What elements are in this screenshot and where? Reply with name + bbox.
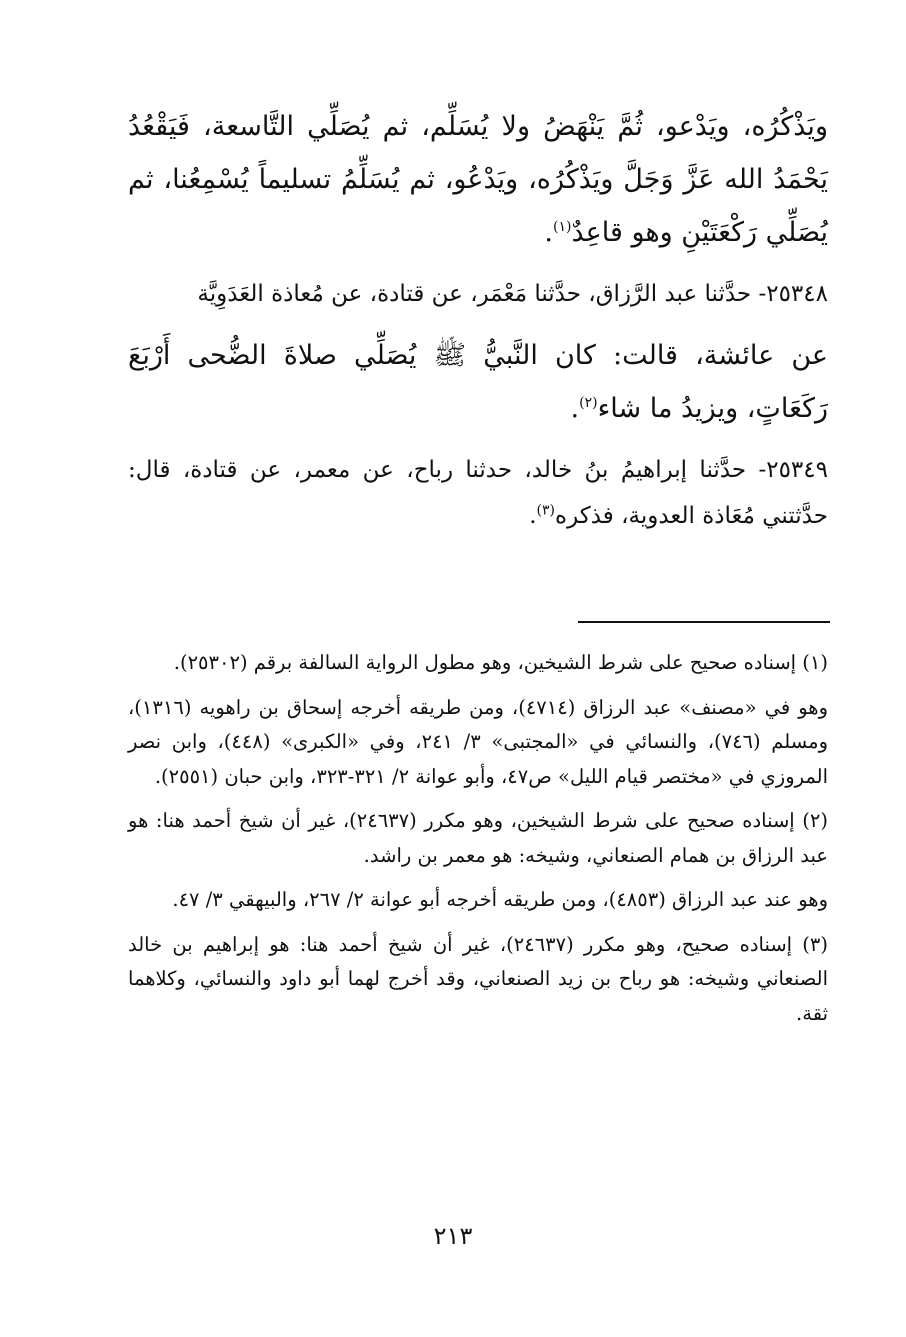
- footnote-3: (٣) إسناده صحيح، وهو مكرر (٢٤٦٣٧)، غير أن شيخ أحمد هنا: هو إبراهيم بن خالد الصنعاني وشيخه: هو رباح بن زيد الصنعاني، وقد أخرج لهما أبو داود والنسائي، وكلاهما ثقة.: [128, 932, 828, 1025]
- intro-period: .: [544, 217, 553, 248]
- footnote-ref-2: (٢): [579, 395, 598, 411]
- footnote-1-continued: وهو في «مصنف» عبد الرزاق (٤٧١٤)، ومن طريقه أخرجه إسحاق بن راهويه (١٣١٦)، ومسلم (٧٤٦)، والنسائي في «المجتبى» ٣/ ٢٤١، وفي «الكبرى» (٤٤٨)، وابن نصر المروزي في «مختصر قيام الليل» ص٤٧، وأبو عوانة ٢/ ٣٢١-٣٢٣، وابن حبان (٢٥٥١).: [128, 695, 828, 788]
- intro-text: ويَذْكُرُه، ويَدْعو، ثُمَّ يَنْهَضُ ولا يُسَلِّم، ثم يُصَلِّي التَّاسعة، فَيَقْعُدُ يَحْمَدُ الله عَزَّ وَجَلَّ ويَذْكُرُه، ويَدْعُو، ثم يُسَلِّمُ تسليماً يُسْمِعُنا، ثم يُصَلِّي رَكْعَتَيْنِ وهو قاعِدٌ: [128, 111, 828, 248]
- footnote-divider: [578, 621, 830, 623]
- hadith-25348-text: عن عائشة، قالت: كان النَّبيُّ ﷺ يُصَلِّي صلاةَ الضُّحى أَرْبَعَ رَكَعَاتٍ، ويزيدُ ما شاء: [128, 340, 828, 424]
- footnote-ref-3: (٣): [536, 502, 556, 519]
- footnote-1: (١) إسناده صحيح على شرط الشيخين، وهو مطول الرواية السالفة برقم (٢٥٣٠٢).: [173, 651, 828, 674]
- footnote-2-continued: وهو عند عبد الرزاق (٤٨٥٣)، ومن طريقه أخرجه أبو عوانة ٢/ ٢٦٧، والبيهقي ٣/ ٤٧.: [172, 888, 828, 911]
- footnote-2: (٢) إسناده صحيح على شرط الشيخين، وهو مكرر (٢٤٦٣٧)، غير أن شيخ أحمد هنا: هو عبد الرزاق بن همام الصنعاني، وشيخه: هو معمر بن راشد.: [128, 809, 829, 867]
- hadith-25349-period: .: [529, 503, 537, 529]
- hadith-25349-isnad: [128, 447, 828, 539]
- footnote-ref-1: (١): [553, 219, 572, 235]
- hadith-25348-isnad: ٢٥٣٤٨- حدَّثنا عبد الرَّزاق، حدَّثنا مَعْمَر، عن قتادة، عن مُعاذة العَدَوِيَّة: [197, 281, 828, 307]
- hadith-25349-text: ٢٥٣٤٩- حدَّثنا إبراهيمُ بنُ خالد، حدثنا رباح، عن معمر، عن قتادة، قال: حدَّثتني مُعَاذة العدوية، فذكره: [128, 457, 828, 529]
- hadith-25348-period: .: [570, 393, 580, 424]
- footnotes: [128, 646, 828, 1041]
- hadith-25348-matn: [128, 329, 828, 435]
- intro-paragraph: [128, 100, 828, 259]
- main-text: [128, 100, 828, 551]
- page-number: ٢١٣: [433, 1222, 473, 1250]
